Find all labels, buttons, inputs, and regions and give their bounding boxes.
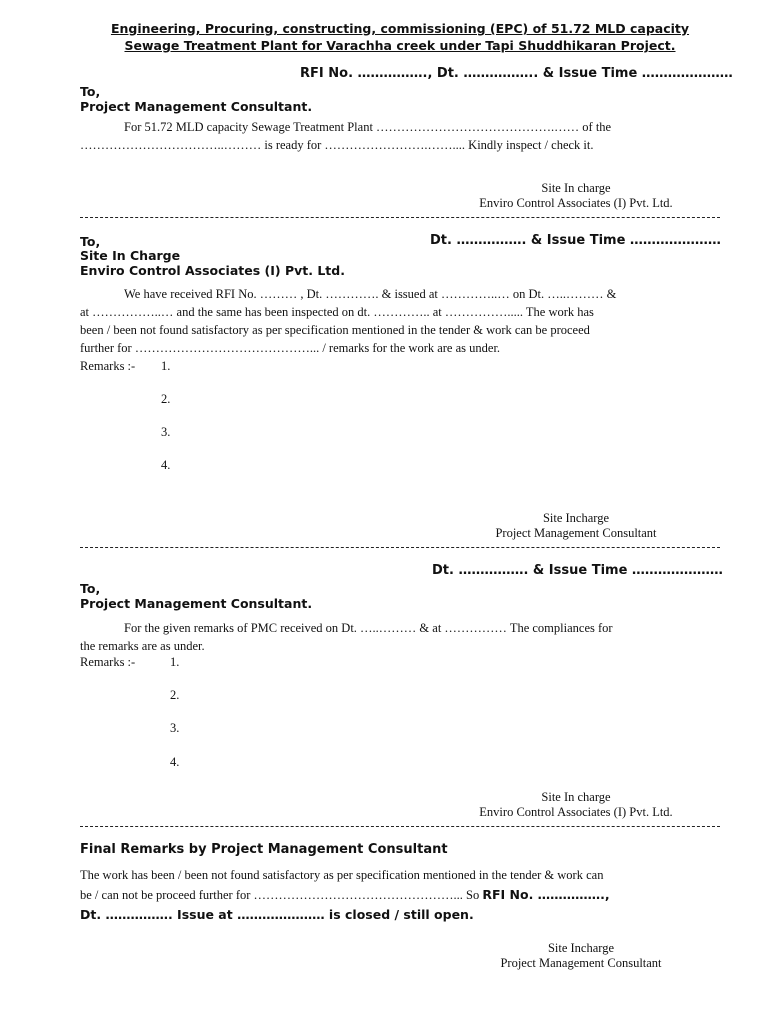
paragraph-line: at ……………..… and the same has been inspected on dt. ………….. at ……………..... The work has <box>80 305 594 319</box>
signature-block-pmc <box>446 511 706 540</box>
section-divider <box>80 826 720 827</box>
remark-item: 2. <box>170 688 180 702</box>
final-remarks-heading: Final Remarks by Project Management Consultant <box>80 842 448 857</box>
date-header: Dt. ……………. & Issue Time ………………… <box>430 233 721 248</box>
paragraph-text: be / can not be proceed further for …………………………………………... So <box>80 888 483 902</box>
paragraph-line: For 51.72 MLD capacity Sewage Treatment Plant …………………………………….…… of the <box>124 120 612 134</box>
signature-title: Site In charge <box>541 181 611 195</box>
title-line-2: Sewage Treatment Plant for Varachha creek under Tapi Shuddhikaran Project. <box>124 38 676 53</box>
signature-org: Enviro Control Associates (I) Pvt. Ltd. <box>479 804 673 819</box>
signature-title: Site In charge <box>541 790 611 804</box>
remark-item: 3. <box>161 425 171 439</box>
remark-item: 2. <box>161 392 171 406</box>
signature-block-pmc <box>451 941 711 970</box>
paragraph-line: further for ……………………………………... / remarks for the work are as under. <box>80 341 501 355</box>
paragraph-line <box>80 885 720 905</box>
paragraph-line: been / been not found satisfactory as per specification mentioned in the tender & work can be proceed <box>80 323 590 337</box>
paragraph-line: the remarks are as under. <box>80 639 205 653</box>
section-divider <box>80 217 720 218</box>
remark-item: 3. <box>170 721 180 735</box>
rfi-number-field: RFI No. ……………., <box>482 887 610 902</box>
paragraph-line: For the given remarks of PMC received on Dt. …..……… & at …………… The compliances for <box>124 621 613 635</box>
signature-org: Enviro Control Associates (I) Pvt. Ltd. <box>479 195 673 210</box>
signature-block-contractor <box>446 181 706 210</box>
paragraph-line: The work has been / been not found satisfactory as per specification mentioned in the tender & work can <box>80 868 604 882</box>
remark-item: 1. <box>170 655 180 669</box>
to-label: To, <box>80 84 101 99</box>
request-paragraph <box>80 118 720 154</box>
section-divider <box>80 547 720 548</box>
compliance-paragraph <box>80 619 720 655</box>
addressee-site-in-charge: Site In Charge <box>80 248 181 263</box>
addressee-pmc: Project Management Consultant. <box>80 99 313 114</box>
signature-org: Project Management Consultant <box>495 525 657 540</box>
signature-block-contractor <box>446 790 706 819</box>
signature-title: Site Incharge <box>542 511 610 525</box>
signature-org: Project Management Consultant <box>500 955 662 970</box>
addressee-pmc: Project Management Consultant. <box>80 596 313 611</box>
date-header: Dt. ……………. & Issue Time ………………… <box>432 563 723 578</box>
remarks-label: Remarks :- <box>80 359 136 373</box>
closure-line: Dt. ……………. Issue at ………………… is closed / still open. <box>80 907 474 922</box>
inspection-paragraph <box>80 285 720 357</box>
addressee-company: Enviro Control Associates (I) Pvt. Ltd. <box>80 263 345 278</box>
rfi-header: RFI No. ……………., Dt. …………….. & Issue Time ………………… <box>300 66 733 81</box>
to-label: To, <box>80 234 101 249</box>
remark-item: 1. <box>161 359 171 373</box>
document-title <box>80 20 720 54</box>
paragraph-line: We have received RFI No. ……… , Dt. …………. & issued at …………..… on Dt. …..……… & <box>124 287 617 301</box>
to-label: To, <box>80 581 101 596</box>
title-line-1: Engineering, Procuring, constructing, commissioning (EPC) of 51.72 MLD capacity <box>110 21 690 36</box>
remarks-label: Remarks :- <box>80 655 136 669</box>
remark-item: 4. <box>161 458 171 472</box>
paragraph-line: ……………………………..……… is ready for …………………….…….... Kindly inspect / check it. <box>80 138 594 152</box>
remark-item: 4. <box>170 755 180 769</box>
signature-title: Site Incharge <box>547 941 615 955</box>
final-remarks-paragraph <box>80 866 720 924</box>
